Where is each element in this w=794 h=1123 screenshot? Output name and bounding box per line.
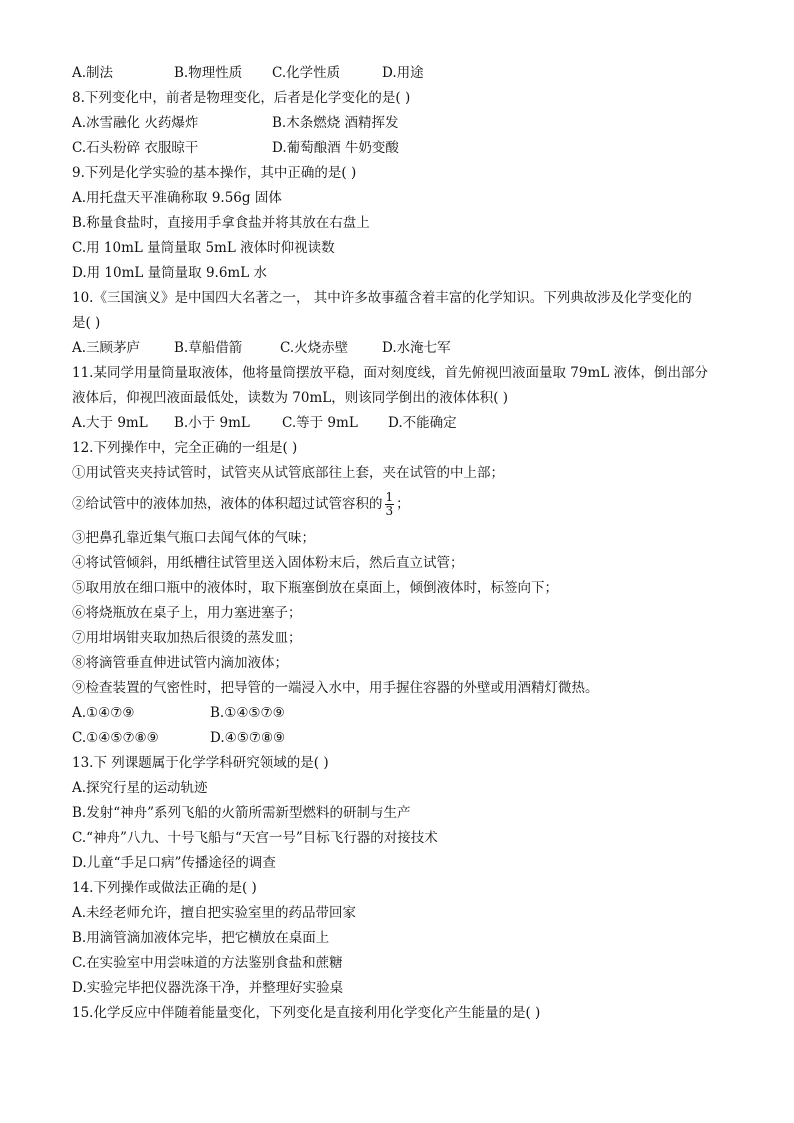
option-c: C.①④⑤⑦⑧⑨ (72, 730, 159, 746)
q14-option-b: B.用滴管滴加液体完毕，把它横放在桌面上 (72, 930, 330, 946)
q13-option-c: C.“神舟”八九、十号飞船与“天宫一号”目标飞行器的对接技术 (72, 830, 438, 846)
q12-item-9: ⑨检查装置的气密性时，把导管的一端浸入水中，用手握住容器的外壁或用酒精灯微热。 (72, 680, 599, 696)
q11-stem-line2: 液体后，仰视凹液面最低处，读数为 70mL，则该同学倒出的液体体积( ) (72, 390, 509, 406)
q12-item-8: ⑧将滴管垂直伸进试管内滴加液体； (72, 655, 288, 671)
option-b: B.木条燃烧 酒精挥发 (272, 115, 399, 131)
q12-item-2-end: ； (396, 496, 410, 512)
fraction-denominator: 3 (385, 504, 394, 518)
q12-item-5: ⑤取用放在细口瓶中的液体时，取下瓶塞倒放在桌面上，倾倒液体时，标签向下； (72, 580, 558, 596)
q9-option-c: C.用 10mL 量筒量取 5mL 液体时仰视读数 (72, 240, 335, 256)
option-b: B.①④⑤⑦⑨ (210, 705, 285, 721)
q12-stem: 12.下列操作中，完全正确的一组是( ) (72, 440, 298, 456)
q9-option-b: B.称量食盐时，直接用手拿食盐并将其放在右盘上 (72, 215, 370, 231)
q12-item-6: ⑥将烧瓶放在桌子上，用力塞进塞子； (72, 605, 302, 621)
option-d: D.用途 (382, 65, 424, 81)
q14-option-c: C.在实验室中用尝味道的方法鉴别食盐和蔗糖 (72, 955, 343, 971)
option-b: B.草船借箭 (174, 340, 243, 356)
fraction (385, 491, 395, 518)
option-b: B.小于 9mL (174, 415, 250, 431)
option-a: A.冰雪融化 火药爆炸 (72, 115, 199, 131)
q12-item-4: ④将试管倾斜，用纸槽往试管里送入固体粉末后，然后直立试管； (72, 555, 464, 571)
option-a: A.大于 9mL (72, 415, 148, 431)
q12-item-3: ③把鼻孔靠近集气瓶口去闻气体的气味； (72, 530, 315, 546)
q10-stem-line1: 10.《三国演义》是中国四大名著之一， 其中许多故事蕴含着丰富的化学知识。下列典故涉及化学变化的 (72, 290, 692, 306)
q9-option-a: A.用托盘天平准确称取 9.56g 固体 (72, 190, 282, 206)
q10-stem-line2: 是( ) (72, 315, 101, 331)
q13-option-d: D.儿童“手足口病”传播途径的调查 (72, 855, 276, 871)
q12-item-2 (72, 490, 410, 518)
option-a: A.①④⑦⑨ (72, 705, 135, 721)
option-b: B.物理性质 (174, 65, 243, 81)
q11-stem-line1: 11.某同学用量筒量取液体，他将量筒摆放平稳，面对刻度线，首先俯视凹液面量取 79mL 液体，倒出部分 (72, 365, 708, 381)
q13-option-b: B.发射“神舟”系列飞船的火箭所需新型燃料的研制与生产 (72, 805, 411, 821)
option-d: D.④⑤⑦⑧⑨ (210, 730, 286, 746)
option-a: A.三顾茅庐 (72, 340, 141, 356)
q12-item-2-text: ②给试管中的液体加热，液体的体积超过试管容积的 (72, 496, 383, 512)
option-c: C.石头粉碎 衣服晾干 (72, 140, 199, 156)
option-c: C.化学性质 (272, 65, 341, 81)
q14-option-a: A.未经老师允许，擅自把实验室里的药品带回家 (72, 905, 357, 921)
q15-stem: 15.化学反应中伴随着能量变化，下列变化是直接利用化学变化产生能量的是( ) (72, 1005, 541, 1021)
q8-stem: 8.下列变化中，前者是物理变化，后者是化学变化的是( ) (72, 90, 411, 106)
q9-option-d: D.用 10mL 量筒量取 9.6mL 水 (72, 265, 267, 281)
q13-stem: 13.下 列课题属于化学学科研究领域的是( ) (72, 755, 329, 771)
q13-option-a: A.探究行星的运动轨迹 (72, 780, 208, 796)
option-c: C.火烧赤壁 (280, 340, 349, 356)
q14-option-d: D.实验完毕把仪器洗涤干净，并整理好实验桌 (72, 980, 344, 996)
option-d: D.不能确定 (388, 415, 457, 431)
q14-stem: 14.下列操作或做法正确的是( ) (72, 880, 257, 896)
q12-item-1: ①用试管夹夹持试管时，试管夹从试管底部往上套，夹在试管的中上部； (72, 465, 504, 481)
option-d: D.水淹七军 (382, 340, 451, 356)
q12-item-7: ⑦用坩埚钳夹取加热后很烫的蒸发皿； (72, 630, 302, 646)
option-d: D.葡萄酿酒 牛奶变酸 (272, 140, 399, 156)
q9-stem: 9.下列是化学实验的基本操作，其中正确的是( ) (72, 165, 357, 181)
fraction-numerator: 1 (385, 490, 394, 504)
option-c: C.等于 9mL (282, 415, 358, 431)
option-a: A.制法 (72, 65, 114, 81)
